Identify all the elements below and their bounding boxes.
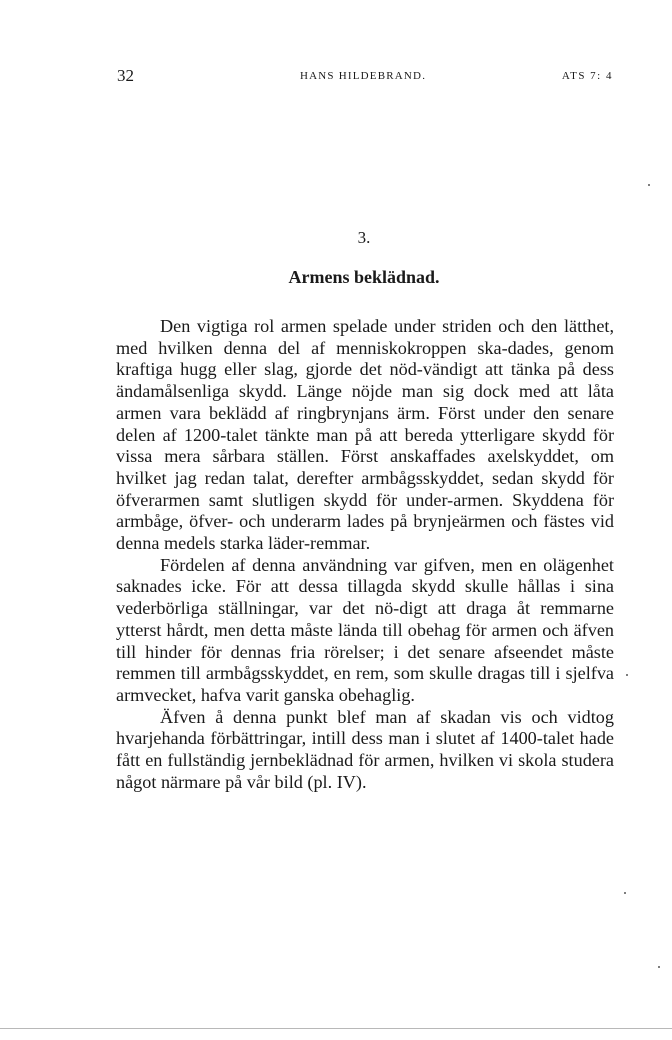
paragraph: Den vigtiga rol armen spelade under striden och den lätthet, med hvilken denna del af menniskokroppen ska-dades, genom kraftiga hugg eller slag, gjorde det nöd-vändigt att tänka på dess ändamålsenliga skydd. Länge nöjde man sig dock med att låta armen vara beklädd af ringbrynjans ärm. Först under den senare delen af 1200-talet tänkte man på att bereda ytterligare skydd för vissa mera sårbara ställen. Först anskaffades axelskyddet, om hvilket jag redan talat, derefter armbågsskyddet, sedan skydd för öfverarmen samt slutligen skydd för under-armen. Skyddena för armbåge, öfver- och underarm lades på brynjeärmen och fästes vid denna medels starka läder-remmar. [116, 316, 614, 554]
page-number: 32 [117, 66, 134, 85]
scan-speck [648, 184, 650, 186]
section-number: 3. [357, 228, 371, 247]
scan-speck [658, 966, 660, 968]
scan-speck [626, 674, 628, 676]
scan-edge-line [0, 1028, 672, 1029]
journal-reference: ATS 7: 4 [561, 70, 613, 82]
section-title: Armens beklädnad. [288, 267, 440, 287]
running-title: HANS HILDEBRAND. [300, 70, 427, 82]
running-header [117, 66, 613, 86]
body-text [116, 316, 614, 793]
paragraph: Äfven å denna punkt blef man af skadan vis och vidtog hvarjehanda förbättringar, intill dess man i slutet af 1400-talet hade fått en fullständig jernbeklädnad för armen, hvilken vi skola studera något närmare på vår bild (pl. IV). [116, 706, 614, 792]
scan-speck [624, 892, 626, 894]
paragraph: Fördelen af denna användning var gifven, men en olägenhet saknades icke. För att dessa tillagda skydd skulle hållas i sina vederbörliga ställningar, var det nö-digt att draga åt remmarne ytterst hårdt, men detta måste lända till obehag för armen och äfven till hinder för dennas fria rörelser; i det senare afseendet måste remmen till armbågsskyddet, en rem, som skulle dragas till i sjelfva armvecket, hafva varit ganska obehaglig. [116, 554, 614, 705]
